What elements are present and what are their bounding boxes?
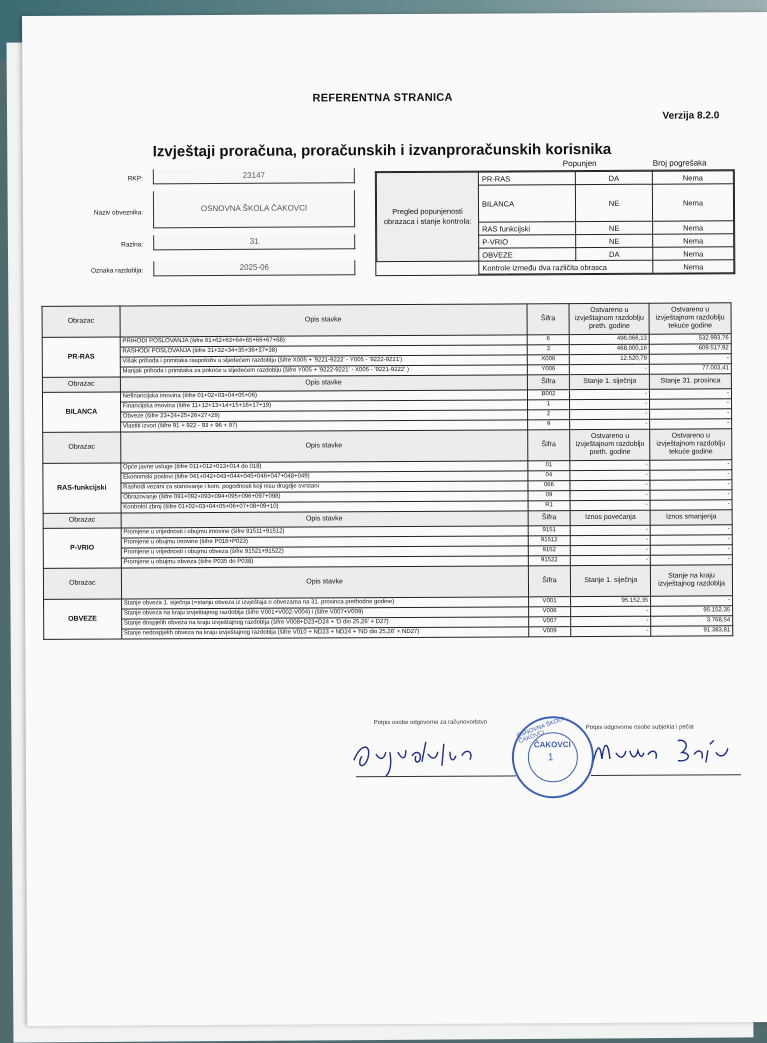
- control-row-name: RAS funkcijski: [479, 222, 576, 236]
- obrazac-header: Obrazac: [42, 306, 120, 337]
- control-row-greske: Nema: [652, 171, 733, 184]
- control-row-name: OBVEZE: [479, 248, 576, 262]
- row-value-1: -: [571, 545, 651, 555]
- row-sifra: 09: [528, 491, 571, 501]
- opis-header: Opis stavke: [120, 304, 527, 337]
- control-row-greske: Nema: [653, 247, 734, 260]
- section-header-row: [43, 429, 732, 464]
- row-opis: Stanje obveza 1. siječnja (=stanju obveza iz izvještaja o obvezama na 31. prosinca prethodne godine): [121, 597, 528, 609]
- control-footer-row: [377, 260, 734, 275]
- row-opis: Vlastiti izvori (šifre 91 + 922 - 93 + 96 + 97): [120, 420, 527, 432]
- row-value-1: 496.066,13: [570, 334, 650, 344]
- row-value-2: -: [650, 525, 732, 535]
- document-page: [22, 12, 767, 1026]
- opis-header: Opis stavke: [120, 430, 527, 463]
- stamp-text-outer: OSNOVNA ŠKOLA ČAKOVCI: [516, 716, 566, 746]
- row-sifra: 6: [527, 335, 570, 345]
- row-sifra: 3: [527, 345, 570, 355]
- row-opis: Promjene u vrijednosti i obujmu obveza (šifre 91521+91522): [121, 546, 528, 558]
- row-value-1: 468.000,16: [570, 344, 650, 354]
- control-left-label: Pregled popunjenosti obrazaca i stanje kontrola:: [376, 172, 478, 262]
- row-value-2: -: [650, 419, 732, 429]
- row-opis: Promjene u vrijednosti i obujmu imovine (šifre 91511+91512): [121, 526, 528, 538]
- control-col-greske: Broj pogrešaka: [652, 158, 707, 168]
- row-value-1: -: [570, 364, 650, 374]
- row-opis: Nefinancijska imovina (šifre 01+02+03+04+05+06): [120, 390, 527, 402]
- row-value-1: -: [570, 419, 650, 429]
- control-row-popunjen: NE: [576, 221, 653, 234]
- signature-handwriting-left: [346, 729, 506, 780]
- sifra-header: Šifra: [527, 375, 570, 390]
- row-opis: Kontrolni zbroj (šifre 01+02+03+04+05+06+07+08+09+10): [121, 501, 528, 513]
- sifra-header: Šifra: [527, 304, 570, 335]
- row-sifra: 91522: [528, 556, 571, 566]
- row-value-2: 91.383,81: [651, 626, 733, 636]
- col1-header: Stanje 1. siječnja: [570, 374, 650, 389]
- row-opis: Promjene u obujmu imovine (šifre P016+P023): [121, 536, 528, 548]
- section-name: P-VRIO: [43, 528, 121, 568]
- sifra-header: Šifra: [527, 430, 570, 461]
- section-header-row: [43, 565, 732, 600]
- row-value-1: -: [571, 555, 651, 565]
- row-value-1: -: [570, 470, 650, 480]
- col2-header: Ostvareno u izvještajnom razdoblju tekuće godine: [650, 429, 732, 460]
- row-value-1: -: [570, 480, 650, 490]
- col1-header: Stanje 1. siječnja: [571, 565, 651, 596]
- obrazac-header: Obrazac: [43, 568, 121, 599]
- row-value-2: -: [650, 470, 732, 480]
- row-value-2: 77.003,41: [650, 364, 732, 374]
- control-footer-label: Kontrole između dva različita obrasca: [479, 260, 653, 274]
- row-value-1: -: [571, 626, 651, 636]
- row-sifra: B002: [527, 390, 570, 400]
- section-name: BILANCA: [42, 392, 120, 432]
- row-opis: Obrazovanje (šifre 091+092+093+094+095+096+097+098): [121, 491, 528, 503]
- control-row-popunjen: DA: [575, 171, 652, 184]
- row-sifra: 9152: [528, 546, 571, 556]
- row-opis: Ekonomski poslovi (šifre 041+042+043+044+045+046+047+048+049): [121, 471, 528, 483]
- control-table: [375, 169, 736, 276]
- field-label-razdoblje: Oznaka razdoblja:: [90, 267, 144, 275]
- row-opis: RASHODI POSLOVANJA (šifre 31+32+34+35+36+37+38): [120, 345, 527, 357]
- row-sifra: Y006: [527, 365, 570, 375]
- section-header-row: [42, 303, 731, 338]
- report-table: [42, 302, 734, 640]
- col2-header: Stanje na kraju izvještajnog razdoblja: [651, 565, 733, 596]
- official-stamp: [512, 716, 594, 798]
- field-label-naziv: Naziv obveznika:: [93, 209, 144, 217]
- stamp-number: 1: [547, 752, 554, 764]
- row-value-2: 95.152,35: [651, 606, 733, 616]
- row-opis: Opće javne usluge (šifre 011+012+013+014 do 018): [121, 461, 528, 473]
- field-value-naziv: OSNOVNA ŠKOLA ČAKOVCI: [153, 190, 355, 228]
- control-footer-value: Nema: [653, 260, 734, 273]
- page-title: Izvještaji proračuna, proračunskih i izvanproračunskih korisnika: [152, 140, 612, 161]
- col2-header: Stanje 31. prosinca: [650, 374, 732, 389]
- signature-handwriting-right: [586, 728, 746, 779]
- row-value-2: 532.993,76: [649, 334, 731, 344]
- row-sifra: 01: [527, 461, 570, 471]
- col1-header: Ostvareno u izvještajnom razdoblju preth. godine: [569, 303, 649, 334]
- row-value-2: -: [650, 409, 732, 419]
- signature-label-responsible: Potpis odgovorne osobe subjekta i pečat: [585, 724, 694, 732]
- obrazac-header: Obrazac: [43, 432, 121, 463]
- row-opis: Promjene u obujmu obveza (šifre P035 do P038): [121, 556, 528, 568]
- row-value-1: -: [570, 500, 650, 510]
- row-opis: Višak prihoda i primitaka raspoloživ u sljedećem razdoblju (šifre X005 + '9221-9222' - Y005 - '9222-9221'): [120, 355, 527, 367]
- row-value-1: 12.520,79: [570, 354, 650, 364]
- opis-header: Opis stavke: [120, 375, 527, 392]
- row-opis: Obveze (šifre 23+24+25+26+27+29): [120, 410, 527, 422]
- obrazac-header: Obrazac: [42, 377, 120, 392]
- row-sifra: 91512: [528, 536, 571, 546]
- row-sifra: V009: [528, 627, 571, 637]
- sifra-header: Šifra: [528, 566, 571, 597]
- row-value-2: -: [650, 500, 732, 510]
- row-opis: PRIHODI POSLOVANJA (šifre 61+62+63+64+65+66+67+68): [120, 335, 527, 347]
- control-row-popunjen: NE: [575, 184, 652, 221]
- row-opis: Stanje nedospjelih obveza na kraju izvještajnog razdoblja (šifre V010 + ND23 + ND24 + 'ND dio 25,26' + ND27): [121, 627, 528, 639]
- row-value-2: -: [650, 460, 732, 470]
- row-sifra: 9: [527, 420, 570, 430]
- sifra-header: Šifra: [528, 511, 571, 526]
- row-value-2: -: [650, 480, 732, 490]
- row-value-2: -: [651, 596, 733, 606]
- row-sifra: R1: [528, 501, 571, 511]
- row-sifra: 2: [527, 410, 570, 420]
- row-sifra: X006: [527, 355, 570, 365]
- row-value-2: -: [651, 555, 733, 565]
- row-sifra: V006: [528, 607, 571, 617]
- row-value-2: -: [650, 399, 732, 409]
- control-row-name: PR-RAS: [478, 172, 575, 186]
- row-value-2: 3.768,54: [651, 616, 733, 626]
- row-value-2: -: [650, 535, 732, 545]
- control-row-name: P-VRIO: [479, 235, 576, 249]
- opis-header: Opis stavke: [121, 511, 528, 528]
- row-sifra: 1: [527, 400, 570, 410]
- row-value-1: -: [570, 399, 650, 409]
- field-label-rkp: RKP:: [127, 175, 143, 183]
- control-row-popunjen: DA: [576, 247, 653, 260]
- row-opis: Manjak prihoda i primitaka za pokriće u sljedećem razdoblju (šifre Y005 + '9222-9221' - X005 - '9221-9222' ): [120, 365, 527, 377]
- row-sifra: V007: [528, 617, 571, 627]
- row-value-1: 95.152,35: [571, 596, 651, 606]
- col1-header: Iznos povećanja: [571, 510, 651, 525]
- row-sifra: 9151: [528, 526, 571, 536]
- row-sifra: 04: [527, 471, 570, 481]
- col1-header: Ostvareno u izvještajnom razdoblju preth. godine: [570, 429, 650, 460]
- row-value-1: -: [571, 616, 651, 626]
- row-value-2: -: [650, 389, 732, 399]
- section-name: RAS-funkcijski: [43, 463, 121, 513]
- row-sifra: 066: [527, 481, 570, 491]
- field-value-rkp: 23147: [153, 168, 355, 184]
- field-value-razdoblje: 2025-06: [153, 260, 355, 276]
- field-value-razina: 31: [153, 234, 355, 250]
- stamp-text-center: ČAKOVCI: [533, 740, 571, 750]
- signature-label-accounting: Potpis osobe odgovorne za računovodstvo: [373, 719, 488, 727]
- section-name: OBVEZE: [44, 599, 122, 639]
- row-value-1: -: [571, 606, 651, 616]
- row-value-2: -: [649, 354, 731, 364]
- obrazac-header: Obrazac: [43, 513, 121, 528]
- row-value-1: -: [570, 460, 650, 470]
- section-name: PR-RAS: [42, 337, 120, 377]
- row-sifra: V001: [528, 597, 571, 607]
- field-label-razina: Razina:: [121, 241, 144, 249]
- row-opis: Financijska imovina (šifre 11+12+13+14+15+16+17+19): [120, 400, 527, 412]
- opis-header: Opis stavke: [121, 566, 528, 599]
- row-value-1: -: [571, 525, 651, 535]
- col2-header: Iznos smanjenja: [650, 510, 732, 525]
- row-opis: Stanje dospjelih obveza na kraju izvještajnog razdoblja (šifre V008+D23+D24 + 'D dio 25,26' + D27): [121, 617, 528, 629]
- row-value-1: -: [571, 535, 651, 545]
- row-value-1: -: [570, 409, 650, 419]
- control-col-popunjen: Popunjen: [562, 158, 597, 169]
- version-label: Verzija 8.2.0: [662, 110, 720, 122]
- col2-header: Ostvareno u izvještajnom razdoblju tekuće godine: [649, 303, 731, 334]
- control-row-greske: Nema: [653, 221, 734, 234]
- page-header-title: REFERENTNA STRANICA: [312, 91, 453, 105]
- row-value-1: -: [570, 389, 650, 399]
- row-value-2: -: [650, 545, 732, 555]
- control-row-popunjen: NE: [576, 234, 653, 247]
- row-value-2: 609.517,92: [649, 344, 731, 354]
- control-row-greske: Nema: [653, 234, 734, 247]
- row-opis: Rashodi vezani za stanovanje i kom. pogodnosti koji nisu drugdje svrstani: [121, 481, 528, 493]
- row-opis: Stanje obveza na kraju izvještajnog razdoblja (šifre V001+V002-V004) i (šifre V007+V009): [121, 607, 528, 619]
- row-value-1: -: [570, 490, 650, 500]
- row-value-2: -: [650, 490, 732, 500]
- control-row-name: BILANCA: [478, 185, 575, 223]
- control-row-greske: Nema: [652, 184, 733, 221]
